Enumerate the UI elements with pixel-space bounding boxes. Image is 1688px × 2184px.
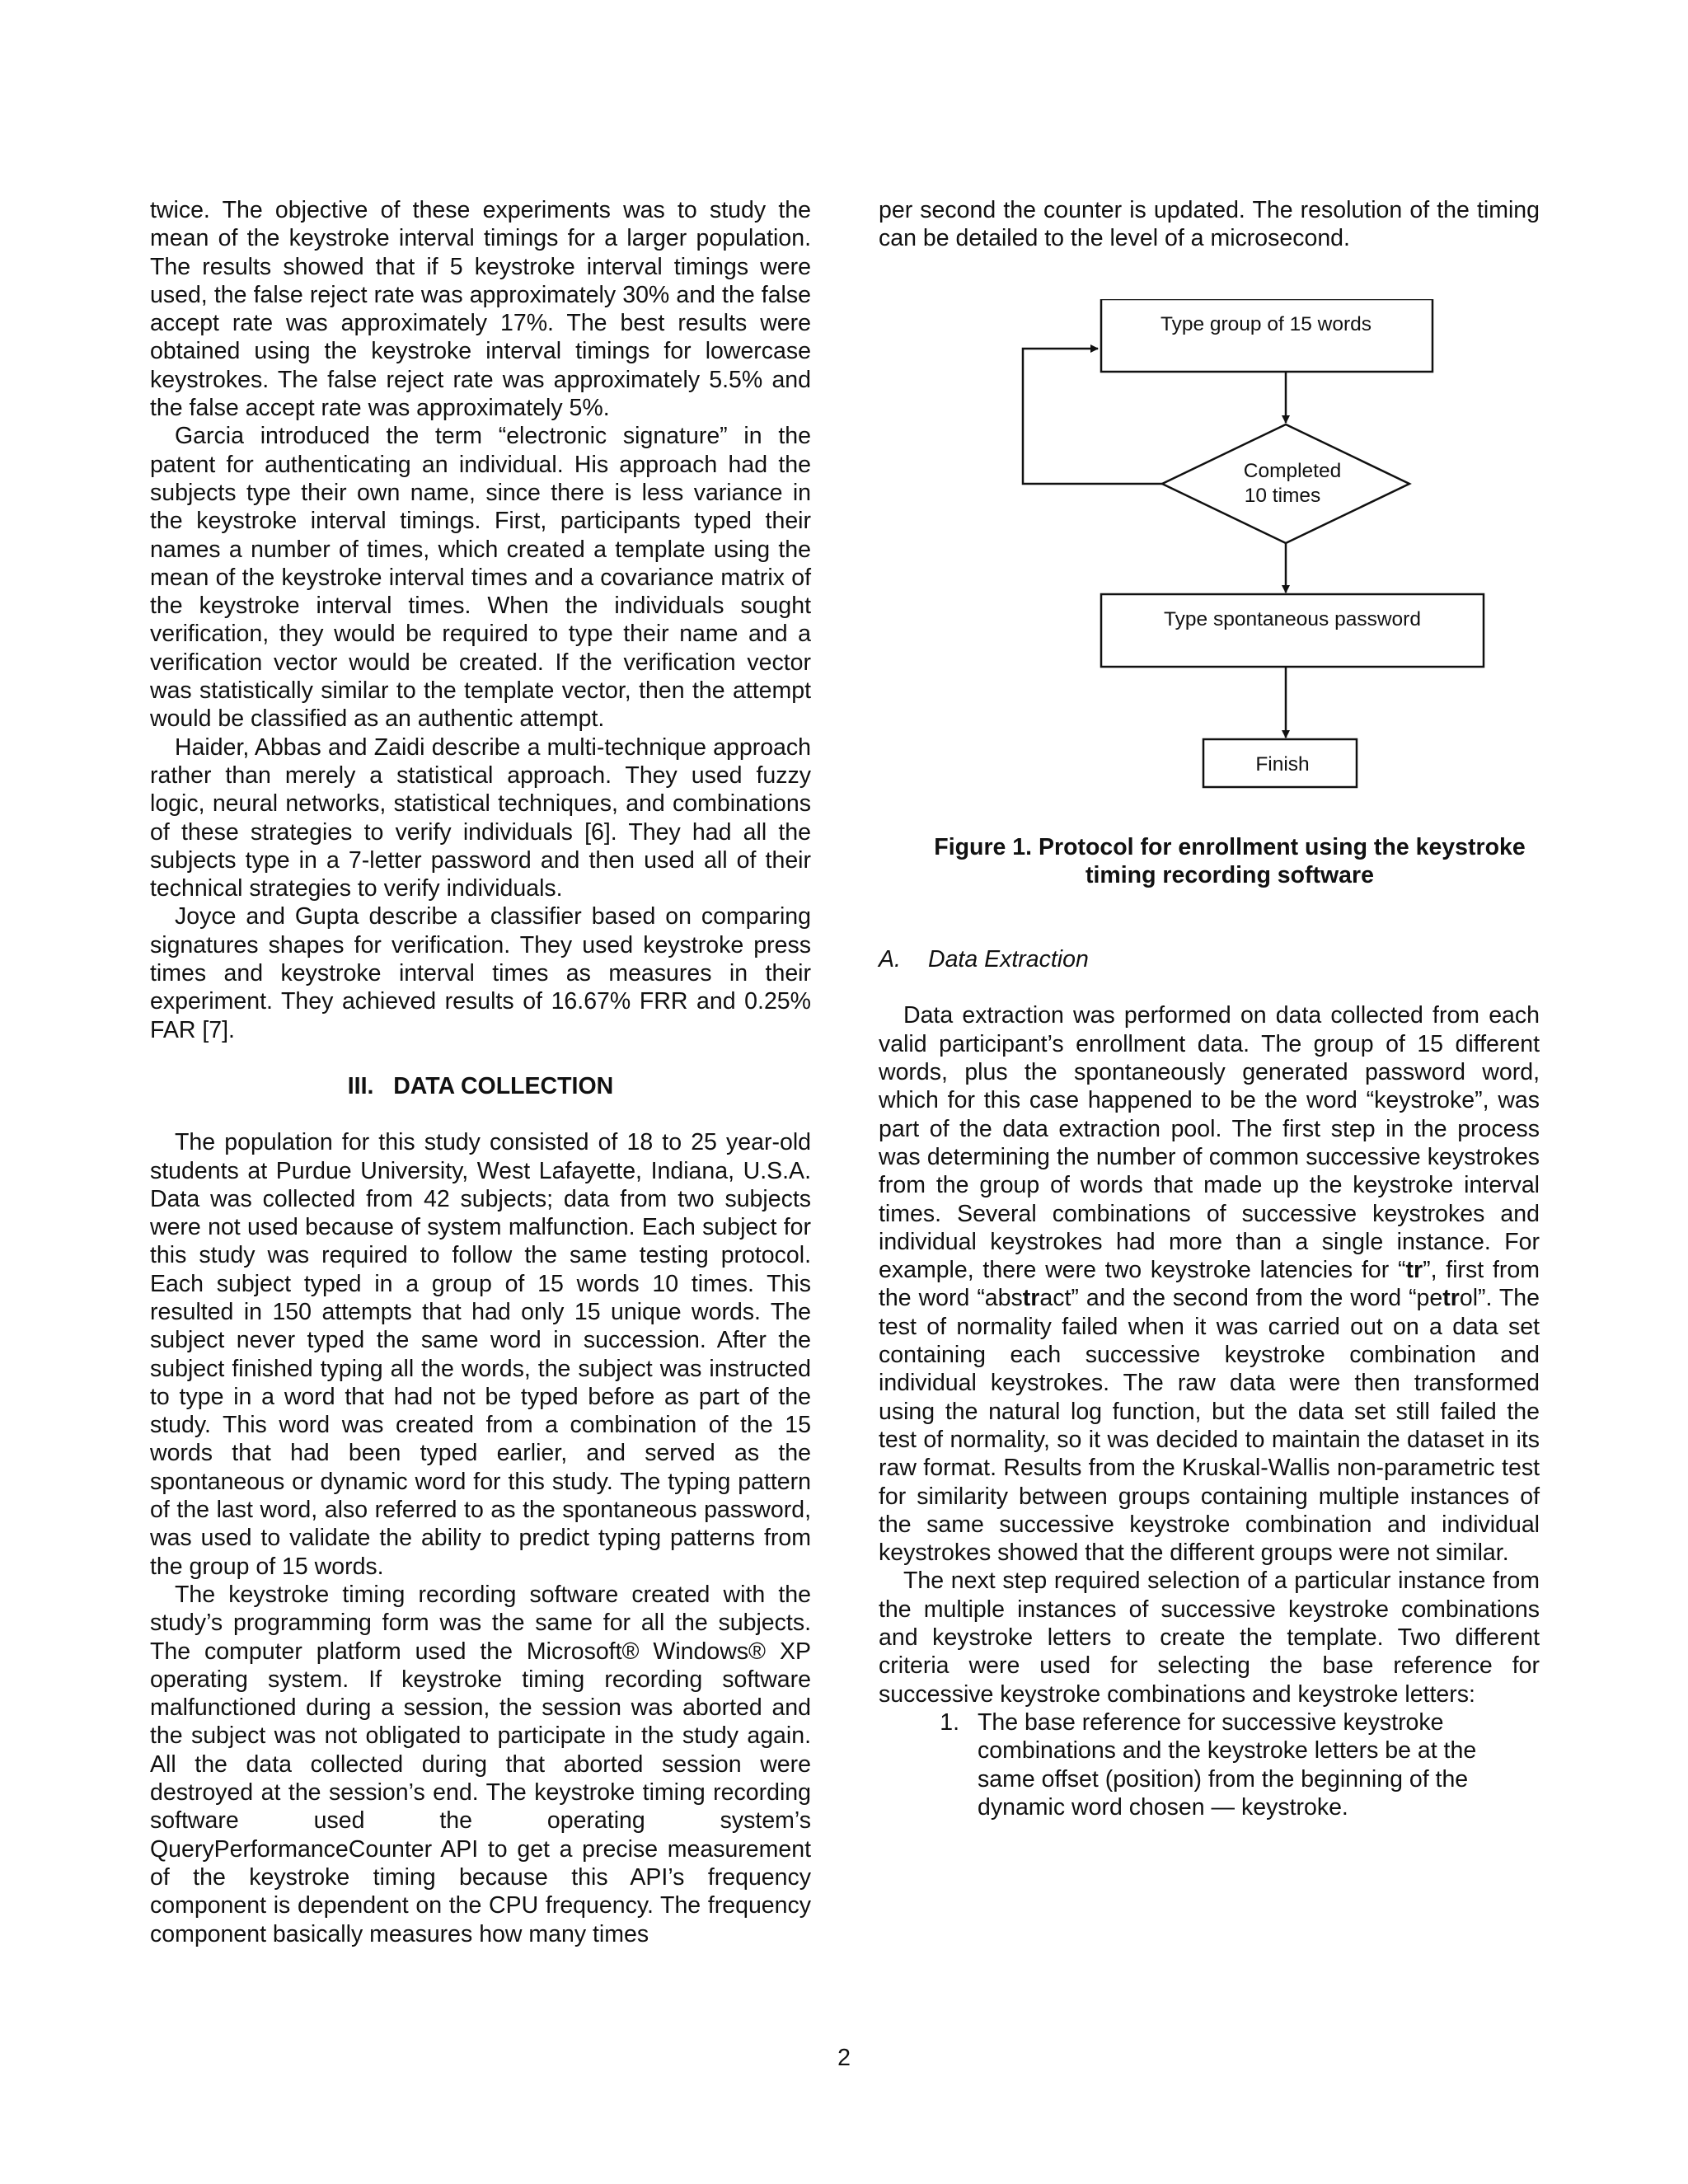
subsection-heading [879,945,1540,973]
figure-caption-line1: Figure 1. Protocol for enrollment using the keystroke [934,833,1526,860]
list-number: 1. [940,1708,959,1736]
type-group-box [1101,299,1432,372]
subsection-number: A. [879,946,901,973]
paragraph: Haider, Abbas and Zaidi describe a multi-technique approach rather than merely a statistical approach. They used fuzzy logic, neural networks, statistical techniques, and combinations of these strategies to verify individuals [6]. They had all the subjects type in a 7-letter password and then used all of their technical strategies to verify individuals. [150,733,811,902]
left-column [150,196,811,1948]
figure-caption [879,833,1540,890]
text-span: ol”. The test of normality failed when it was carried out on a data set containing each successive keystroke combination and individual keystrokes. The raw data were then transformed using the natural log function, but the data set still failed the test of normality, so it was decided to maintain the dataset in its raw format. Results from the Kruskal-Wallis non-parametric test for similarity between groups containing multiple instances of the same successive keystroke combination and individual keystrokes showed that the different groups were not similar. [879,1285,1540,1567]
paragraph: The keystroke timing recording software created with the study’s programming form was the same for all the subjects. The computer platform used the Microsoft® Windows® XP operating system. If keystroke timing recording software malfunctioned during a session, the session was aborted and the subject was not obligated to participate in the study again. All the data collected during that aborted session were destroyed at the session’s end. The keystroke timing recording software used the operating system’s QueryPerformanceCounter API to get a precise measurement of the keystroke timing because this API’s frequency component is dependent on the CPU frequency. The frequency component basically measures how many times [150,1581,811,1947]
text-span: act” and the second from the word “pe [1039,1285,1443,1312]
bold-text: tr [1442,1285,1460,1312]
type-group-label: Type group of 15 words [1160,312,1372,335]
bold-text: tr [1022,1285,1040,1312]
subsection-title: Data Extraction [928,946,1089,973]
paragraph: Joyce and Gupta describe a classifier based on comparing signatures shapes for verification. They used keystroke press times and keystroke interval times as measures in their experiment. They achieved results of 16.67% FRR and 0.25% FAR [7]. [150,903,811,1043]
enrollment-flowchart [879,299,1540,810]
list-text: The base reference for successive keystroke combinations and the keystroke letters be at the same offset (position) from the beginning of the dynamic word chosen — keystroke. [978,1708,1477,1821]
bold-text: tr [1405,1257,1423,1284]
paragraph: Garcia introduced the term “electronic signature” in the patent for authenticating an individual. His approach had the subjects type their own name, since there is less variance in the keystroke interval timings. First, participants typed their names a number of times, which created a template using the mean of the keystroke interval times and a covariance matrix of the keystroke interval times. When the individuals sought verification, they would be required to type their name and a verification vector would be created. If the verification vector was statistically similar to the template vector, then the attempt would be classified as an authentic attempt. [150,423,811,733]
page-number: 2 [837,2045,851,2071]
paragraph: per second the counter is updated. The resolution of the timing can be detailed to the level of a microsecond. [879,197,1540,252]
section-heading: III. DATA COLLECTION [347,1072,614,1099]
text-span: Data extraction was performed on data collected from each valid participant’s enrollment data. The group of 15 different words, plus the spontaneously generated password word, which for this case happened to be the word “keystroke”, was part of the data extraction pool. The first step in the process was determining the number of common successive keystrokes from the group of words that made up the keystroke interval times. Several combinations of successive keystrokes and individual keystrokes had more than a single instance. For example, there were two keystroke latencies for “ [879,1002,1540,1284]
paragraph: twice. The objective of these experiments was to study the mean of the keystroke interval timings for a larger population. The results showed that if 5 keystroke interval timings were used, the false reject rate was approximately 30% and the false accept rate was approximately 17%. The best results were obtained using the keystroke interval timings for lowercase keystrokes. The false reject rate was approximately 5.5% and the false accept rate was approximately 5%. [150,197,811,422]
criteria-list [879,1708,1540,1821]
right-column [879,196,1540,1821]
paragraph: The next step required selection of a particular instance from the multiple instances of successive keystroke combinations and keystroke letters to create the template. Two different criteria were used for selecting the base reference for successive keystroke combinations and keystroke letters: [879,1568,1540,1708]
figure-caption-line2: timing recording software [1085,861,1374,888]
paragraph: The population for this study consisted of 18 to 25 year-old students at Purdue University, West Lafayette, Indiana, U.S.A. Data was collected from 42 subjects; data from two subjects were not used because of system malfunction. Each subject for this study was required to follow the same testing protocol. Each subject typed in a group of 15 words 10 times. This resulted in 150 attempts that had only 15 unique words. The subject never typed the same word in succession. After the subject finished typing all the words, the subject was instructed to type in a word that had not be typed before as part of the study. This word was created from a combination of the 15 words that had been typed earlier, and served as the spontaneous or dynamic word for this study. The typing pattern of the last word, also referred to as the spontaneous password, was used to validate the ability to predict typing patterns from the group of 15 words. [150,1129,811,1580]
decision-label-line1: Completed [1243,459,1342,482]
spontaneous-password-label: Type spontaneous password [1164,607,1421,630]
completed-decision-diamond [1162,424,1409,543]
paragraph [879,1001,1540,1567]
text-span: ”, first from the word “abs [879,1257,1540,1312]
finish-label: Finish [1255,752,1310,776]
spontaneous-password-box [1101,594,1484,667]
list-item [879,1708,1540,1821]
decision-label-line2: 10 times [1244,484,1321,507]
